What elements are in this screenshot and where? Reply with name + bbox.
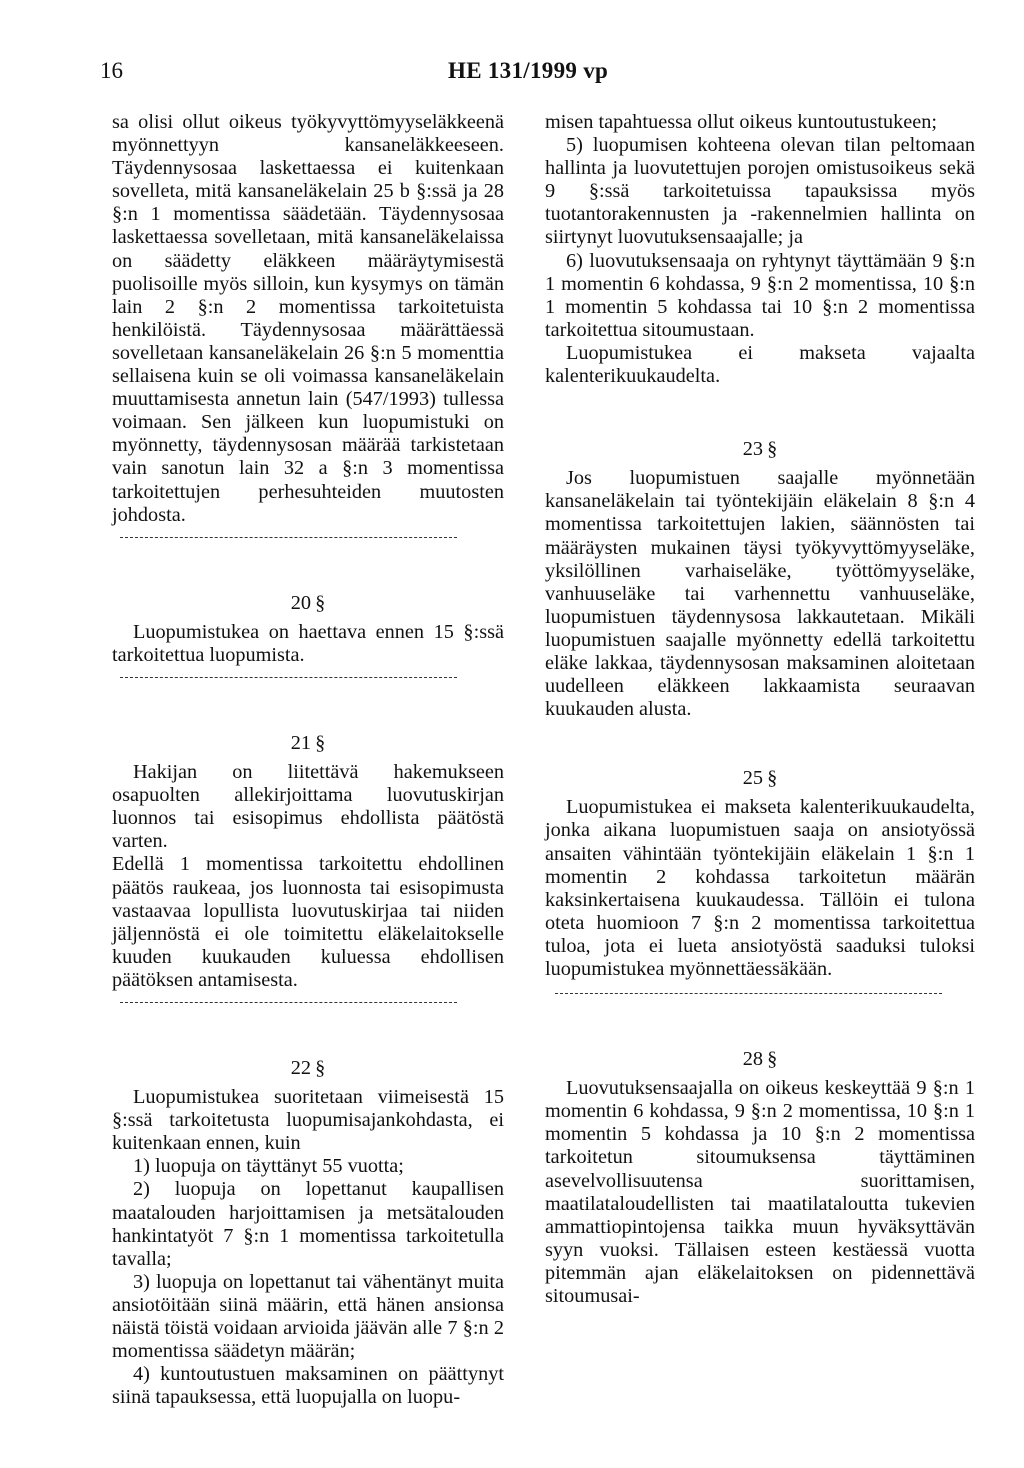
separator-line xyxy=(120,677,457,678)
separator-line xyxy=(120,537,457,538)
document-id: HE 131/1999 vp xyxy=(448,58,609,83)
list-item-continuation: misen tapahtuessa ollut oikeus kuntoutustukeen; xyxy=(545,111,938,133)
section-heading-21 xyxy=(112,732,504,755)
list-item-1: 1) luopuja on täyttänyt 55 vuotta; xyxy=(133,1155,404,1178)
section-heading-28 xyxy=(545,1048,975,1071)
section-number: 28 xyxy=(742,1048,764,1071)
section-symbol: § xyxy=(767,1048,778,1071)
section-22-paragraph-1: Luopumistukea suoritetaan viimeisestä 15 §:ssä tarkoitetusta luopumisajankohdasta, ei kuitenkaan ennen, kuin xyxy=(112,1086,504,1155)
section-symbol: § xyxy=(315,591,326,614)
section-symbol: § xyxy=(315,731,326,754)
section-heading-20 xyxy=(112,592,504,615)
section-symbol: § xyxy=(315,1057,326,1079)
section-number: 23 xyxy=(742,438,764,461)
list-item-3: 3) luopuja on lopettanut tai vähentänyt muita ansiotöitään siinä määrin, että hänen ansionsa näistä töistä voidaan arvioida jäävän alle 7 §:n 2 momentissa säädetyn määrän; xyxy=(112,1270,504,1363)
section-number: 22 xyxy=(290,1057,312,1079)
separator-line xyxy=(120,1002,457,1003)
section-21-paragraph-1: Hakijan on liitettävä hakemukseen osapuolten allekirjoittama luovutuskirjan luonnos tai esisopimus ehdollista päätöstä varten. xyxy=(112,761,504,853)
section-heading-25 xyxy=(545,767,975,790)
section-20-text: Luopumistukea on haettava ennen 15 §:ssä tarkoitettua luopumista. xyxy=(112,620,504,666)
list-item-6: 6) luovutuksensaaja on ryhtynyt täyttämään 9 §:n 1 momentin 6 kohdassa, 9 §:n 2 momentissa, 10 §:n 1 momentin 5 kohdassa tai 10 §:n 2 momentissa tarkoitettua sitoumustaan. xyxy=(545,249,975,341)
list-item-4: 4) kuntoutustuen maksaminen on päättynyt siinä tapauksessa, että luopujalla on luopu- xyxy=(112,1363,504,1409)
section-number: 21 xyxy=(290,731,312,754)
section-22-paragraph-2: Luopumistukea ei makseta vajaalta kalenterikuukaudelta. xyxy=(545,341,975,388)
section-21-paragraph-2: Edellä 1 momentissa tarkoitettu ehdollinen päätös raukeaa, jos luonnosta tai esisopimusta vastaavaa lopullista luovutuskirjaa tai niiden jäljennöstä ei ole toimitettu eläkelaitokselle kuuden kuukauden kuluessa ehdollisen päätöksen antamisesta. xyxy=(112,853,504,991)
section-heading-22 xyxy=(112,1057,504,1080)
section-number: 20 xyxy=(290,591,312,614)
page-number: 16 xyxy=(100,58,123,83)
left-column xyxy=(112,111,504,1409)
section-symbol: § xyxy=(767,767,778,790)
list-item-2: 2) luopuja on lopettanut kaupallisen maatalouden harjoittamisen ja metsätalouden hankintatyöt 7 §:n 1 momentissa tarkoitetulla tavalla; xyxy=(112,1178,504,1270)
section-number: 25 xyxy=(742,767,764,790)
list-item-5: 5) luopumisen kohteena olevan tilan peltomaan hallinta ja luovutettujen porojen omistusoikeus sekä 9 §:ssä tarkoitetuissa tapauksissa myös tuotantorakennusten ja -rakennelmien hallinta on siirtynyt luovutuksensaajalle; ja xyxy=(545,134,975,249)
paragraph-continuation: sa olisi ollut oikeus työkyvyttömyyseläkkeenä myönnettyyn kansaneläkkeeseen. Täydennysosaa laskettaessa ei kuitenkaan sovelleta, mitä kansaneläkelain 25 b §:ssä ja 28 §:n 1 momentissa säädetään. Täydennysosaa laskettaessa sovelletaan, mitä kansaneläkelaissa on säädetty eläkkeen määräytymisestä puolisoille myös silloin, kun kysymys on tämän lain 2 §:n 2 momentissa tarkoitetuista henkilöistä. Täydennysosaa määrättäessä sovelletaan kansaneläkelain 26 §:n 5 momenttia sellaisena kuin se oli voimassa kansaneläkelain muuttamisesta annetun lain (547/1993) tullessa voimaan. Sen jälkeen kun luopumistuki on myönnetty, täydennysosan määrää tarkistetaan vain sanotun lain 32 a §:n 3 momentissa tarkoitettujen perhesuhteiden muutosten johdosta. xyxy=(112,111,504,526)
section-23-text: Jos luopumistuen saajalle myönnetään kansaneläkelain tai työntekijäin eläkelain 8 §:n 4 momentissa tarkoitettujen lakien, säännösten tai määräysten mukainen täysi työkyvyttömyyseläke, yksilöllinen varhaiseläke, työttömyyseläke, vanhuuseläke tai varhennettu vanhuuseläke, luopumistuen täydennysosa lakkautetaan. Mikäli luopumistuen saajalle myönnetty edellä tarkoitettu eläke lakkaa, täydennysosan maksaminen aloitetaan uudelleen eläkkeen lakkaamista seuraavan kuukauden alusta. xyxy=(545,467,975,721)
separator-line xyxy=(555,993,942,994)
section-25-text: Luopumistukea ei makseta kalenterikuukaudelta, jonka aikana luopumistuen saaja on ansiotyössä ansaiten vähintään työntekijäin eläkelain 1 §:n 1 momentin 2 kohdassa tarkoitetun määrän kaksinkertaisena kuukaudessa. Tällöin ei tulona oteta huomioon 7 §:n 2 momentissa tarkoitettua tuloa, jota ei lueta ansiotyöstä saaduksi tuloksi luopumistukea myönnettäessäkään. xyxy=(545,796,975,980)
right-column xyxy=(545,111,975,1308)
section-heading-23 xyxy=(545,438,975,461)
section-28-text: Luovutuksensaajalla on oikeus keskeyttää 9 §:n 1 momentin 6 kohdassa, 9 §:n 2 momentissa, 10 §:n 1 momentin 5 kohdassa ja 10 §:n 2 momentissa tarkoitetun sitoumuksensa täyttäminen asevelvollisuutensa suorittamisen, maatilataloudellisten tai maatilataloutta tukevien ammattiopintojensa taikka muun hyväksyttävän syyn vuoksi. Tällaisen esteen kestäessä vuotta pitemmän ajan eläkelaitoksen on pidennettävä sitoumusai- xyxy=(545,1077,975,1308)
section-symbol: § xyxy=(767,438,778,461)
